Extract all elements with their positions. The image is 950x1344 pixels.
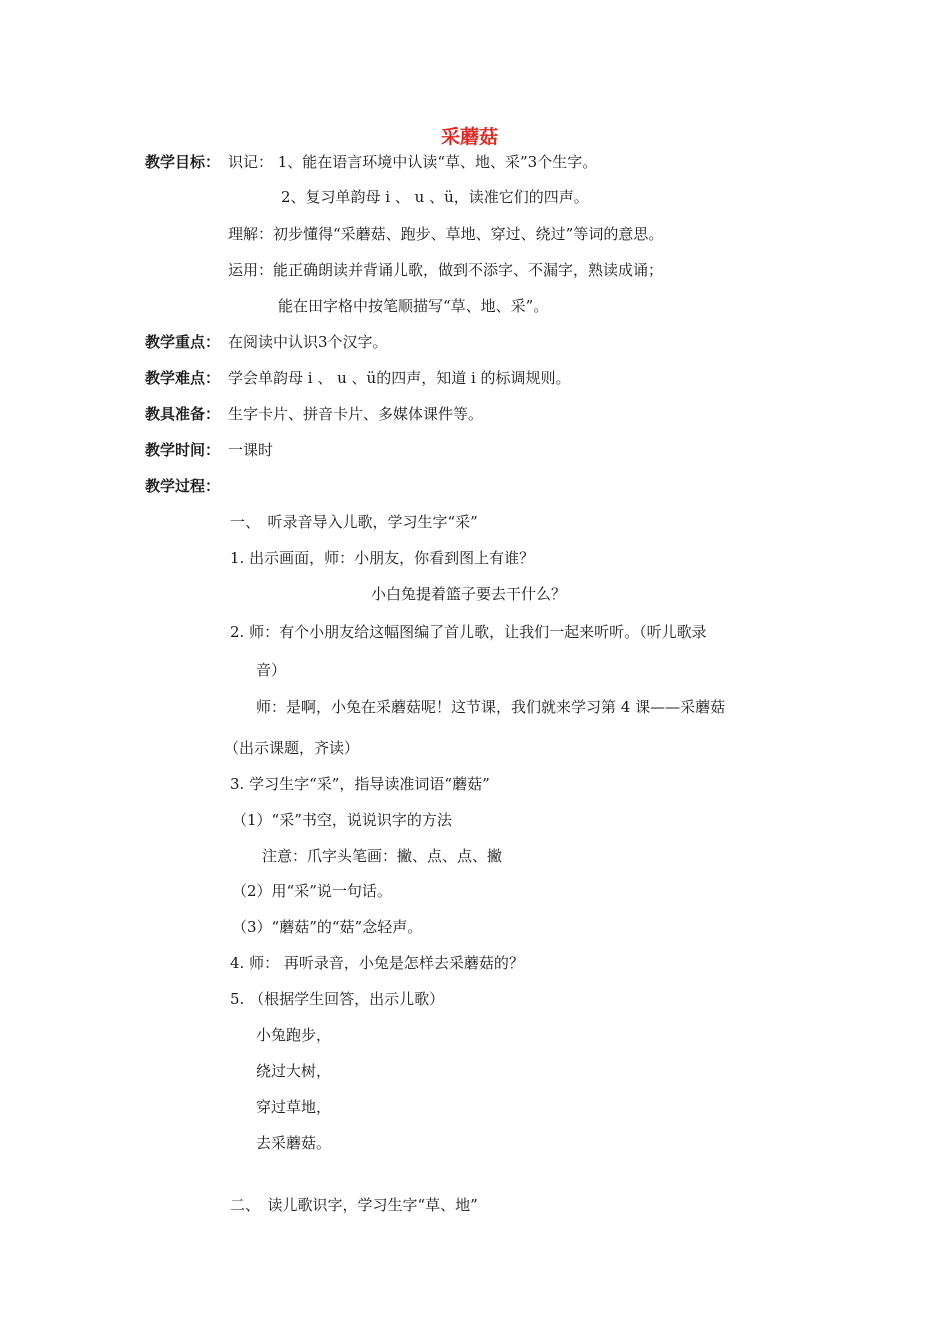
section-1-heading: 一、 听录音导入儿歌，学习生字“采” [230,513,478,531]
step-5: 5. （根据学生回答，出示儿歌） [230,990,445,1008]
materials-label: 教具准备： [145,405,221,423]
poem-line: 穿过草地， [256,1098,332,1116]
materials-text: 生字卡片、拼音卡片、多媒体课件等。 [228,405,484,423]
objective-line-5: 能在田字格中按笔顺描写“草、地、采”。 [278,297,549,315]
poem-line: 小兔跑步， [256,1026,332,1044]
step-2-teacher: 师：是啊，小兔在采蘑菇呢！这节课，我们就来学习第 4 课——采蘑菇 [256,698,726,716]
process-label: 教学过程： [145,477,221,495]
page-title: 采蘑菇 [441,126,499,148]
step-1: 1. 出示画面，师：小朋友，你看到图上有谁？ [230,549,535,567]
step-3-sub-3: （3）“蘑菇”的“菇”念轻声。 [232,918,423,936]
objective-line-2: 2、复习单韵母 i 、 u 、ü，读准它们的四声。 [281,188,589,206]
time-text: 一课时 [228,441,274,459]
objective-line-4: 运用：能正确朗读并背诵儿歌，做到不添字、不漏字，熟读成诵； [228,261,664,279]
objective-line-3: 理解：初步懂得“采蘑菇、跑步、草地、穿过、绕过”等词的意思。 [228,225,664,243]
time-label: 教学时间： [145,441,221,459]
difficulties-text: 学会单韵母 i 、 u 、ü的四声，知道 i 的标调规则。 [228,369,571,387]
step-3-sub-2: （2）用“采”说一句话。 [232,882,392,900]
step-3-sub-1: （1）“采”书空，说说识字的方法 [232,811,452,829]
objectives-label: 教学目标： [145,153,221,171]
step-2: 2. 师：有个小朋友给这幅图编了首儿歌，让我们一起来听听。（听儿歌录 [230,623,707,641]
key-points-label: 教学重点： [145,333,221,351]
step-1-continued: 小白兔提着篮子要去干什么？ [371,585,567,603]
objective-line-1: 识记： 1、能在语言环境中认读“草、地、采”3个生字。 [228,153,598,171]
step-3-sub-1-note: 注意：爪字头笔画：撇、点、点、撇 [262,847,503,865]
step-2-note: （出示课题，齐读） [224,739,360,757]
difficulties-label: 教学难点： [145,369,221,387]
step-4: 4. 师： 再听录音，小兔是怎样去采蘑菇的？ [230,954,524,972]
step-2-wrap: 音） [256,661,287,679]
poem-line: 绕过大树， [256,1062,332,1080]
section-2-heading: 二、 读儿歌识字，学习生字“草、地” [230,1196,478,1214]
step-3: 3. 学习生字“采”，指导读准词语“蘑菇” [230,775,490,793]
key-points-text: 在阅读中认识3个汉字。 [228,333,388,351]
poem-line: 去采蘑菇。 [256,1134,332,1152]
